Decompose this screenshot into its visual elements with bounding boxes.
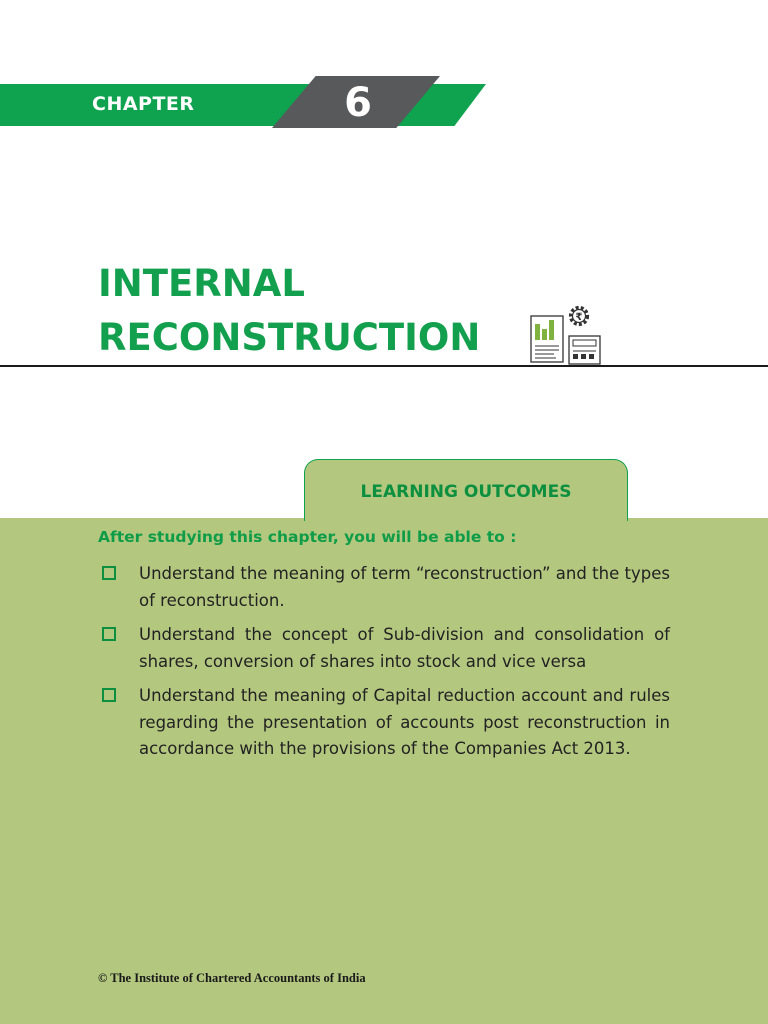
learning-outcomes-intro: After studying this chapter, you will be able to : <box>98 528 517 546</box>
gear-icon <box>571 308 588 325</box>
outcome-text: Understand the meaning of term “reconstruction” and the types of reconstruction. <box>139 564 670 610</box>
chapter-title <box>98 257 480 365</box>
calculator-document-icon <box>569 336 600 364</box>
chapter-label: CHAPTER <box>92 93 195 115</box>
chapter-title-line-1: INTERNAL <box>98 262 305 305</box>
checkbox-icon <box>102 627 116 641</box>
list-item <box>98 561 670 614</box>
chapter-number: 6 <box>344 80 372 126</box>
learning-outcomes-list <box>98 561 670 771</box>
outcome-text: Understand the concept of Sub-division and consolidation of shares, conversion of shares into stock and vice versa <box>139 625 670 671</box>
outcome-text: Understand the meaning of Capital reduction account and rules regarding the presentation of accounts post reconstruction in accordance with the provisions of the Companies Act 2013. <box>139 686 670 758</box>
chapter-title-line-2: RECONSTRUCTION <box>98 316 481 359</box>
copyright-footer: © The Institute of Chartered Accountants of India <box>98 971 366 985</box>
reconstruction-illustration-icon <box>528 302 604 366</box>
checkbox-icon <box>102 566 116 580</box>
learning-outcomes-heading: LEARNING OUTCOMES <box>360 482 572 502</box>
list-item <box>98 683 670 763</box>
checkbox-icon <box>102 688 116 702</box>
list-item <box>98 622 670 675</box>
rupee-icon: ₹ <box>575 312 583 323</box>
title-divider <box>0 365 768 367</box>
chart-document-icon <box>531 316 563 362</box>
